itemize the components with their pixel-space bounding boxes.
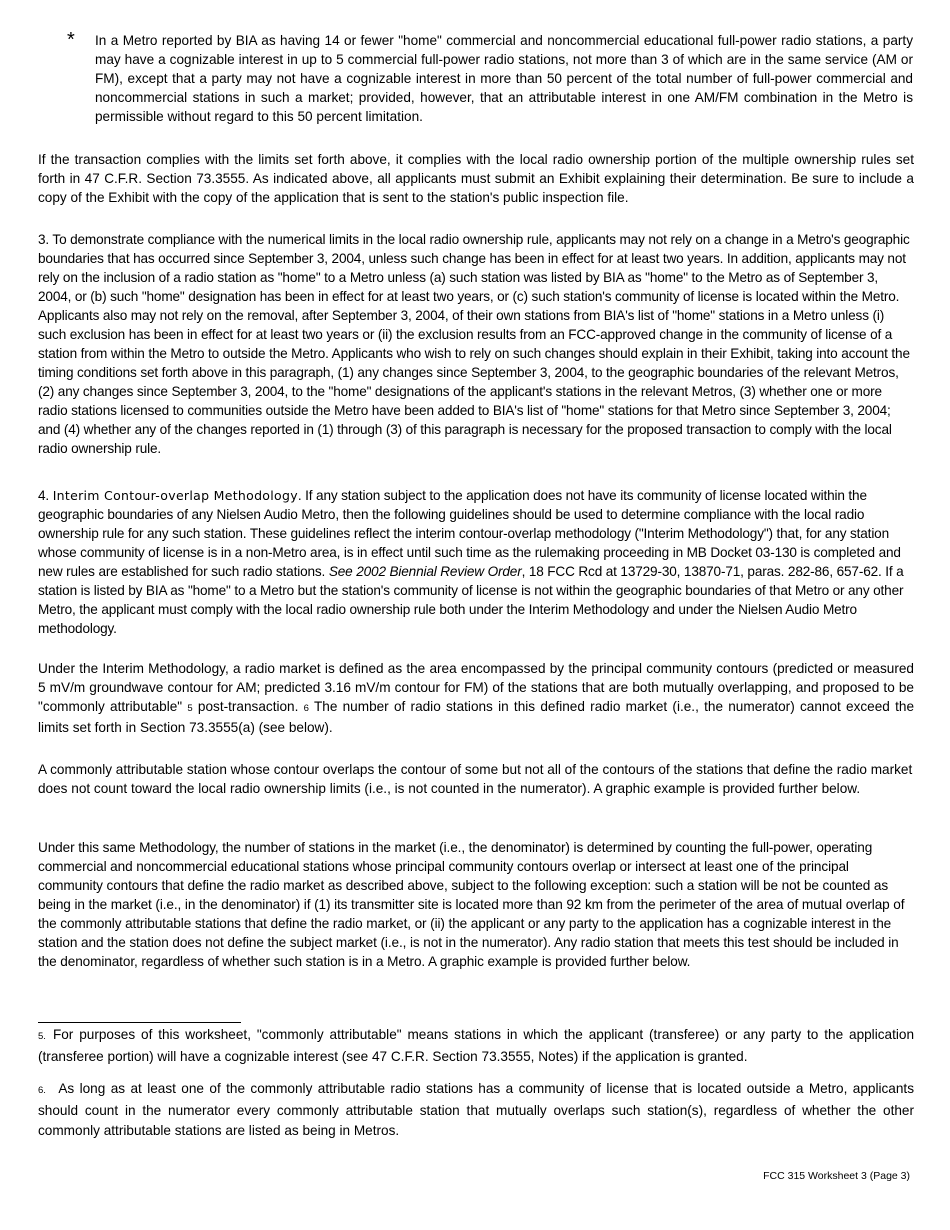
- paragraph-5-text-b: post-transaction.: [197, 699, 299, 714]
- page-footer: FCC 315 Worksheet 3 (Page 3): [763, 1170, 910, 1182]
- footnote-5: [38, 1025, 914, 1067]
- footnote-separator: [38, 1022, 241, 1023]
- footnote-6: [38, 1079, 914, 1141]
- compliance-paragraph: If the transaction complies with the limits set forth above, it complies with the local radio ownership portion of the multiple ownership rules set forth in 47 C.F.R. Section 73.3555. As indicated above, all applicants must submit an Exhibit explaining their determination. Be sure to include a copy of the Exhibit with the copy of the application that is sent to the station's public inspection file.: [38, 152, 914, 205]
- footnote-6-number: 6.: [38, 1085, 46, 1096]
- paragraph-7: Under this same Methodology, the number of stations in the market (i.e., the denominator) is determined by counting the full-power, operating commercial and noncommercial educational stations whose principal community contours overlap or intersect at least one of the principal community contours that define the radio market as described above, subject to the following exception: such a station will be not be counted as being in the market (i.e., in the denominator) if (1) its transmitter site is located more than 92 km from the perimeter of the area of mutual overlap of the commonly attributable stations that define the radio market, or (ii) the applicant or any party to the application has a cognizable interest in the station and the station does not define the subject market (i.e., is not in the numerator). Any radio station that meets this test should be included in the denominator, regardless of whether such station is in a Metro. A graphic example is provided further below.: [38, 840, 905, 969]
- footnote-6-text: As long as at least one of the commonly attributable radio stations has a community of license that is located outside a Metro, applicants should count in the numerator every commonly attributable station that mutually overlaps such station(s), regardless of whether the other commonly attributable stations are listed as being in Metros.: [38, 1081, 914, 1138]
- footnote-5-number: 5.: [38, 1031, 46, 1042]
- paragraph-6: A commonly attributable station whose contour overlaps the contour of some but not all of the contours of the stations that define the radio market does not count toward the local radio ownership limits (i.e., is not counted in the numerator). A graphic example is provided further below.: [38, 762, 913, 796]
- paragraph-4-heading: Interim Contour-overlap Methodology: [52, 488, 298, 503]
- footnote-ref-5: 5: [187, 703, 193, 714]
- footnote-ref-6: 6: [303, 703, 309, 714]
- paragraph-4-text-b: , 18 FCC Rcd at 13729-30, 13870-71, paras. 282-86, 657-62. If a station is listed by BIA as "home" to a Metro but the station's community of license is not within the geographic boundaries of that Metro or any other Metro, the applicant must comply with the local radio ownership rule both under the Interim Methodology and under the Nielsen Audio Metro methodology.: [38, 564, 904, 636]
- paragraph-4-citation: See 2002 Biennial Review Order: [328, 564, 522, 579]
- footnote-5-text: For purposes of this worksheet, "commonly attributable" means stations in which the applicant (transferee) or any party to the application (transferee portion) will have a cognizable interest (see 47 C.F.R. Section 73.3555, Notes) if the application is granted.: [38, 1027, 914, 1064]
- bullet-paragraph: In a Metro reported by BIA as having 14 or fewer "home" commercial and noncommercial educational full-power radio stations, a party may have a cognizable interest in up to 5 commercial full-power radio stations, not more than 3 of which are in the same service (AM or FM), except that a party may not have a cognizable interest in more than 50 percent of the total number of full-power commercial and noncommercial stations in such a market; provided, however, that an attributable interest in one AM/FM combination in the Metro is permissible without regard to this 50 percent limitation.: [95, 33, 913, 124]
- paragraph-3: 3. To demonstrate compliance with the numerical limits in the local radio ownership rule, applicants may not rely on a change in a Metro's geographic boundaries that has occurred since September 3, 2004, unless such change has been in effect for at least two years. In addition, applicants may not rely on the inclusion of a radio station as "home" to a Metro unless (a) such station was listed by BIA as "home" to the Metro as of September 3, 2004, or (b) such "home" designation has been in effect for at least two years, or (c) such station's community of license is located within the Metro. Applicants also may not rely on the removal, after September 3, 2004, of their own stations from BIA's list of "home" stations in a Metro unless (i) such exclusion has been in effect for at least two years or (ii) the exclusion results from an FCC-approved change in the community of license of a station from within the Metro to outside the Metro. Applicants who wish to rely on such changes should explain in their Exhibit, taking into account the timing conditions set forth above in this paragraph, (1) any changes since September 3, 2004, to the geographic boundaries of the relevant Metros, (2) any changes since September 3, 2004, to the "home" designations of the applicant's stations in the relevant Metros, (3) whether one or more radio stations licensed to communities outside the Metro have been added to BIA's list of "home" stations for that Metro since September 3, 2004; and (4) whether any of the changes reported in (1) through (3) of this paragraph is necessary for the proposed transaction to comply with the local radio ownership rule.: [38, 232, 910, 456]
- paragraph-5-text-c: The number of radio stations in this defined radio market (i.e., the numerator) cannot exceed the limits set forth in Section 73.3555(a) (see below).: [38, 699, 915, 735]
- paragraph-5-text-a: Under the Interim Methodology, a radio market is defined as the area encompassed by the principal community contours (predicted or measured 5 mV/m groundwave contour for AM; predicted 3.16 mV/m contour for FM) of the stations that are both mutually overlapping, and proposed to be "commonly attributable": [38, 661, 914, 714]
- paragraph-4-text-a: . If any station subject to the application does not have its community of license located within the geographic boundaries of any Nielsen Audio Metro, then the following guidelines should be used to determine compliance with the local radio ownership rule for any such station. These guidelines reflect the interim contour-overlap methodology ("Interim Methodology") that, for any station whose community of license is in a non-Metro area, is in effect until such time as the rulemaking proceeding in MB Docket 03-130 is completed and new rules are established for such radio stations.: [38, 488, 901, 579]
- paragraph-4: [38, 486, 914, 638]
- asterisk-bullet: *: [67, 29, 75, 51]
- paragraph-4-number: 4.: [38, 488, 50, 503]
- paragraph-5: [38, 659, 914, 737]
